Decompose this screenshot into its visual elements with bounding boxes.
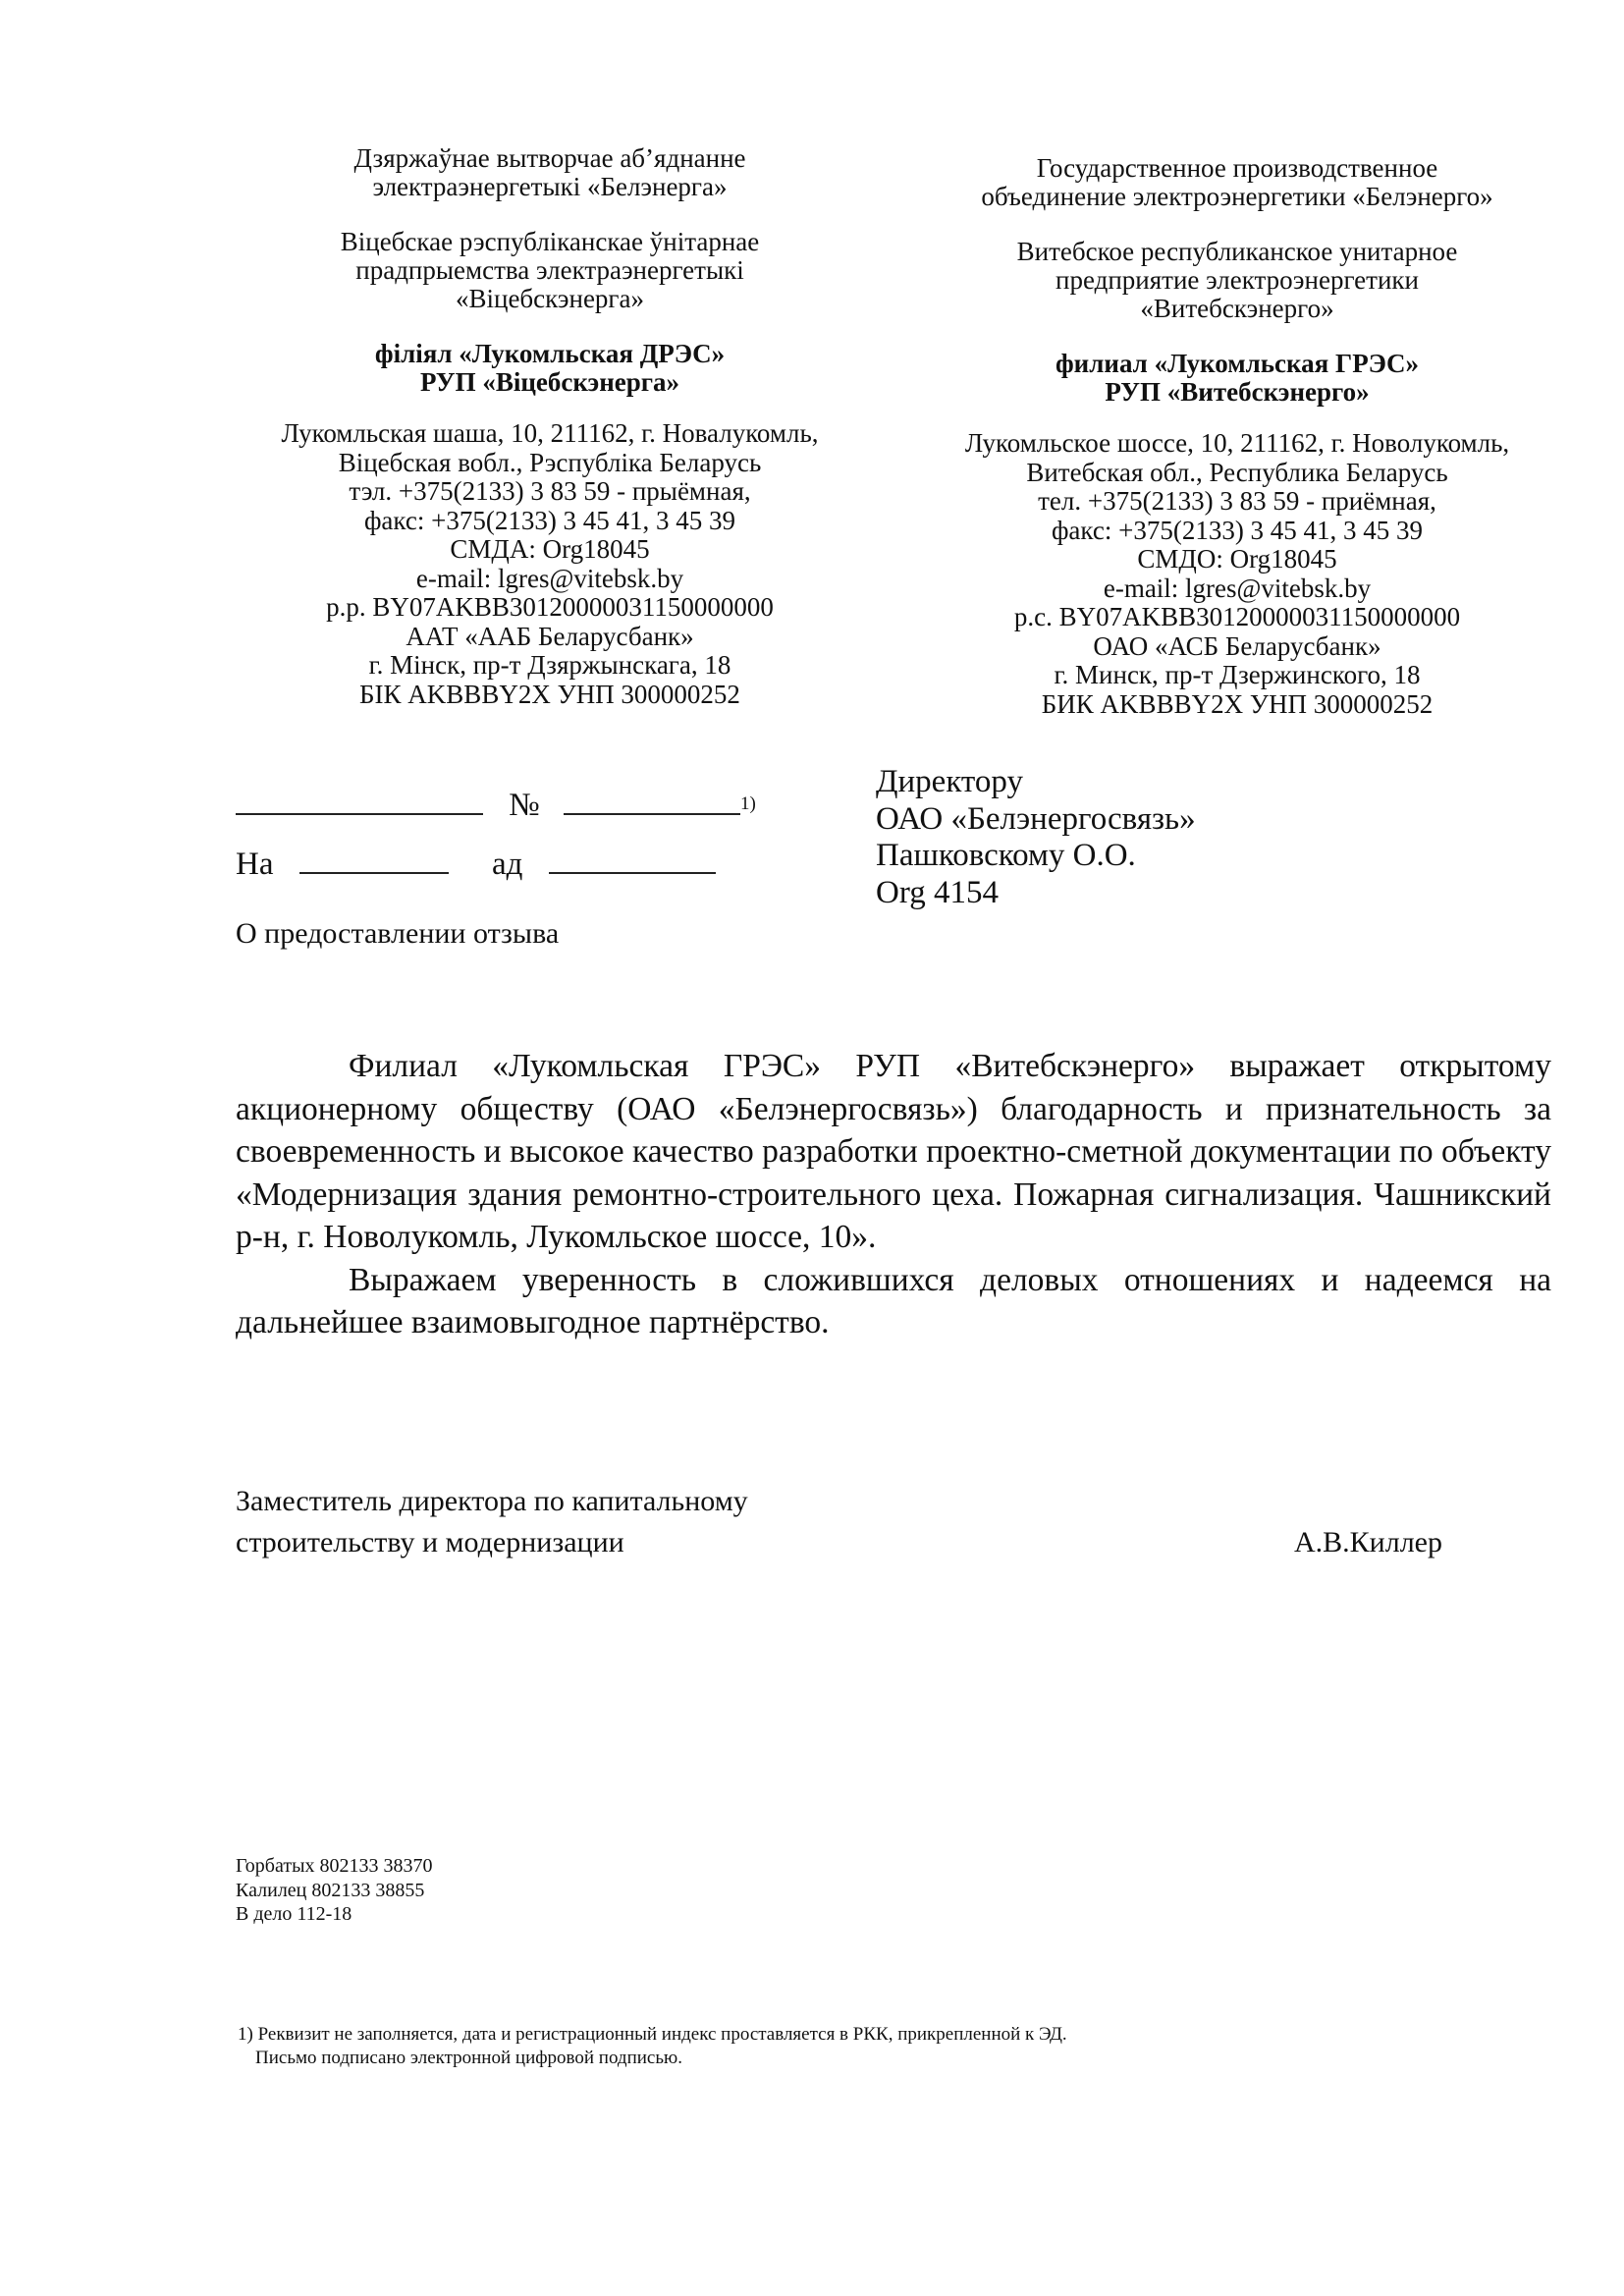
footnote-ref: 1) — [740, 793, 756, 814]
body-paragraph: Выражаем уверенность в сложившихся деловых отношениях и надеемся на дальнейшее взаимовыгодное партнёрство. — [236, 1261, 1551, 1340]
reference-date-blank — [549, 845, 716, 874]
parent-organization: Дзяржаўнае вытворчае аб’яднанне электраэнергетыкі «Белэнерга» — [353, 143, 746, 201]
parent-organization: Государственное производственное объединение электроэнергетики «Белэнерго» — [981, 153, 1493, 211]
from-label: ад — [491, 847, 523, 882]
reference-number-blank — [299, 845, 449, 874]
letter-subject: О предоставлении отзыва — [236, 917, 560, 950]
enterprise-name: Витебское республиканское унитарное предприятие электроэнергетики «Витебскэнерго» — [1016, 237, 1458, 323]
recipient-block: Директору ОАО «Белэнергосвязь» Пашковскому О.О. Org 4154 — [876, 764, 1196, 910]
letterhead-belarusian — [236, 144, 864, 709]
reference-row — [236, 845, 716, 882]
body-paragraph: Филиал «Лукомльская ГРЭС» РУП «Витебскэнерго» выражает открытому акционерному обществу (ОАО «Белэнергосвязь») благодарность и признательность за своевременность и высокое качество разработки проектно-сметной документации по объекту «Модернизация здания ремонтно-строительного цеха. Пожарная сигнализация. Чашникский р-н, г. Новолукомль, Лукомльское шоссе, 10». — [236, 1048, 1551, 1255]
footnote: 1) Реквизит не заполняется, дата и регистрационный индекс проставляется в РКК, прикрепленной к ЭД. Письмо подписано электронной цифровой подписью. — [238, 2024, 1067, 2068]
letter-body — [236, 1045, 1551, 1344]
contact-details: Лукомльское шоссе, 10, 211162, г. Новолукомль, Витебская обл., Республика Беларусь тел. +375(2133) 3 83 59 - приёмная, факс: +375(2133) 3 45 41, 3 45 39 СМДО: Org18045 e-mail: lgres@vitebsk.by р.с. BY07AKBB30120000031150000000 ОАО «АСБ Беларусбанк» г. Минск, пр-т Дзержинского, 18 БИК AKBBBY2X УНП 300000252 — [913, 429, 1561, 719]
on-label: На — [236, 847, 274, 882]
signatory-position: Заместитель директора по капитальному строительству и модернизации — [236, 1485, 748, 1558]
contact-details: Лукомльская шаша, 10, 211162, г. Новалукомль, Віцебская вобл., Рэспубліка Беларусь тэл. +375(2133) 3 83 59 - прыёмная, факс: +375(2133) 3 45 41, 3 45 39 СМДА: Org18045 e-mail: lgres@vitebsk.by р.р. BY07AKBB30120000031150000000 ААТ «ААБ Беларусбанк» г. Мінск, пр-т Дзяржынскага, 18 БІК AKBBBY2X УНП 300000252 — [236, 419, 864, 709]
number-sign: № — [509, 788, 540, 823]
date-field-blank — [236, 786, 483, 815]
number-field-blank — [564, 786, 740, 815]
enterprise-name: Віцебскае рэспубліканскае ўнітарнае прадпрыемства электраэнергетыкі «Віцебскэнерга» — [340, 227, 760, 313]
signatory-name: А.В.Киллер — [1294, 1526, 1442, 1558]
email-link: e-mail: lgres@vitebsk.by — [415, 563, 684, 593]
registration-number-row — [236, 786, 756, 828]
email-link: e-mail: lgres@vitebsk.by — [1103, 573, 1372, 603]
branch-name: філіял «Лукомльская ДРЭС» РУП «Віцебскэнерга» — [374, 339, 726, 397]
letterhead-russian — [913, 154, 1561, 719]
executor-contacts: Горбатых 802133 38370 Калилец 802133 38855 В дело 112-18 — [236, 1855, 433, 1925]
branch-name: филиал «Лукомльская ГРЭС» РУП «Витебскэнерго» — [1056, 349, 1419, 407]
